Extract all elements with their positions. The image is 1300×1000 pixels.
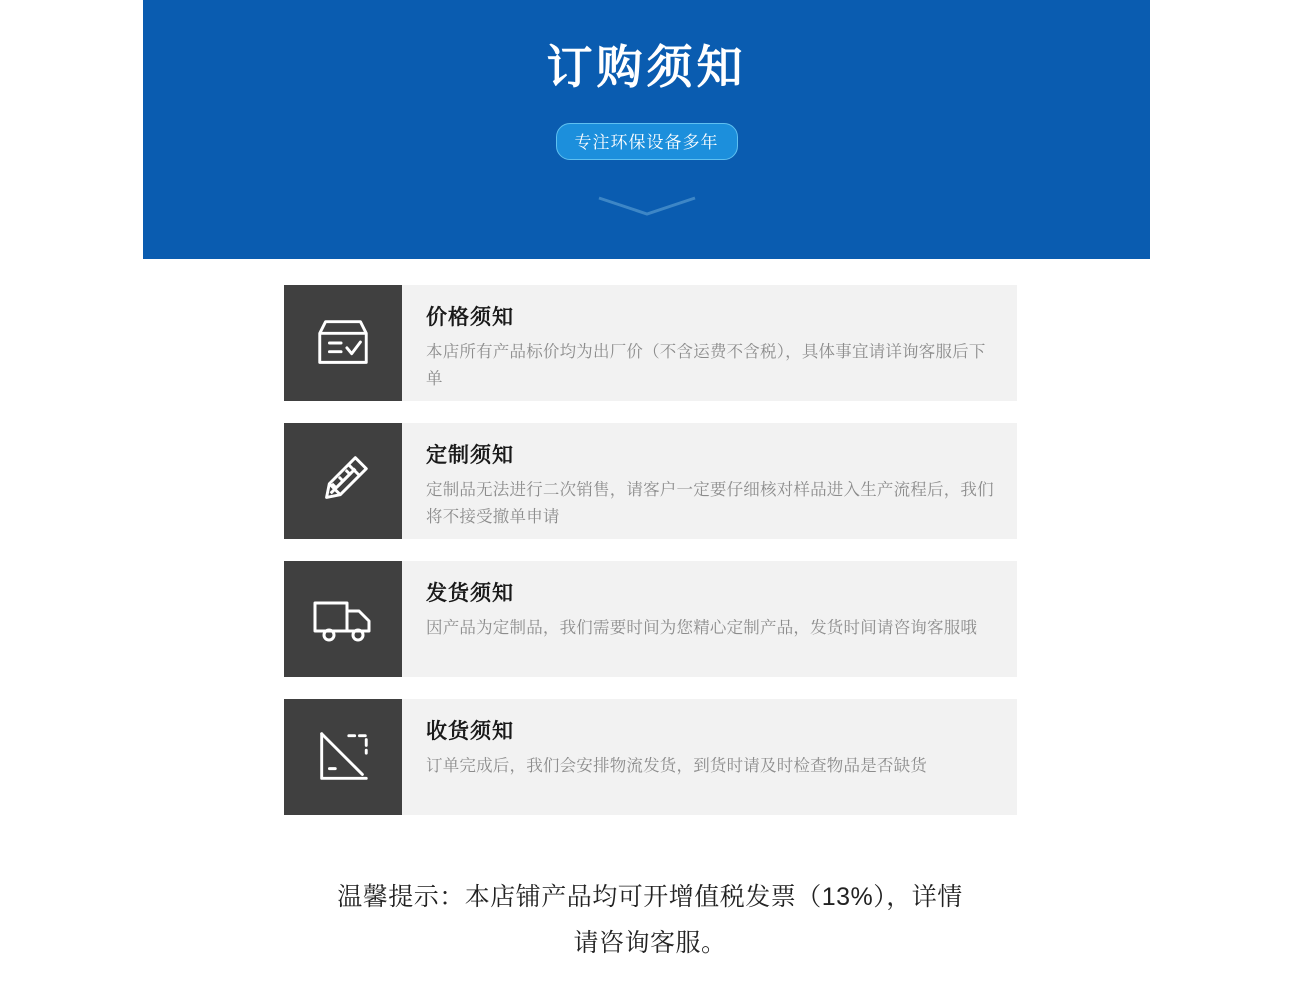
card-title: 发货须知 [426,582,514,605]
status-badge: 专注环保设备多年 [556,123,738,160]
card-body [402,699,1017,815]
chevron-down-icon [143,194,1150,218]
list-item [284,423,1017,539]
card-body [402,561,1017,677]
list-item [284,285,1017,401]
footer-note-line-2: 请咨询客服。 [573,929,727,958]
list-item [284,699,1017,815]
pencil-ruler-icon [284,423,402,539]
truck-icon [284,561,402,677]
badge-container [143,123,1150,160]
footer-note-line-1: 温馨提示：本店铺产品均可开增值税发票（13%），详情 [337,883,963,911]
notice-card-list [284,285,1017,837]
list-item [284,561,1017,677]
card-body [402,285,1017,401]
package-corner-icon [284,699,402,815]
card-description: 订单完成后，我们会安排物流发货，到货时请及时检查物品是否缺货 [426,757,927,775]
box-check-icon [284,285,402,401]
card-description: 定制品无法进行二次销售，请客户一定要仔细核对样品进入生产流程后，我们将不接受撤单申请 [426,481,994,526]
card-title: 价格须知 [426,306,514,329]
footer-note [0,874,1300,967]
card-title: 定制须知 [426,444,514,467]
card-description: 因产品为定制品，我们需要时间为您精心定制产品，发货时间请咨询客服哦 [426,619,978,637]
page-title: 订购须知 [546,41,747,93]
card-title: 收货须知 [426,720,514,743]
card-description: 本店所有产品标价均为出厂价（不含运费不含税），具体事宜请详询客服后下单 [426,343,986,388]
card-body [402,423,1017,539]
header-banner [143,0,1150,259]
